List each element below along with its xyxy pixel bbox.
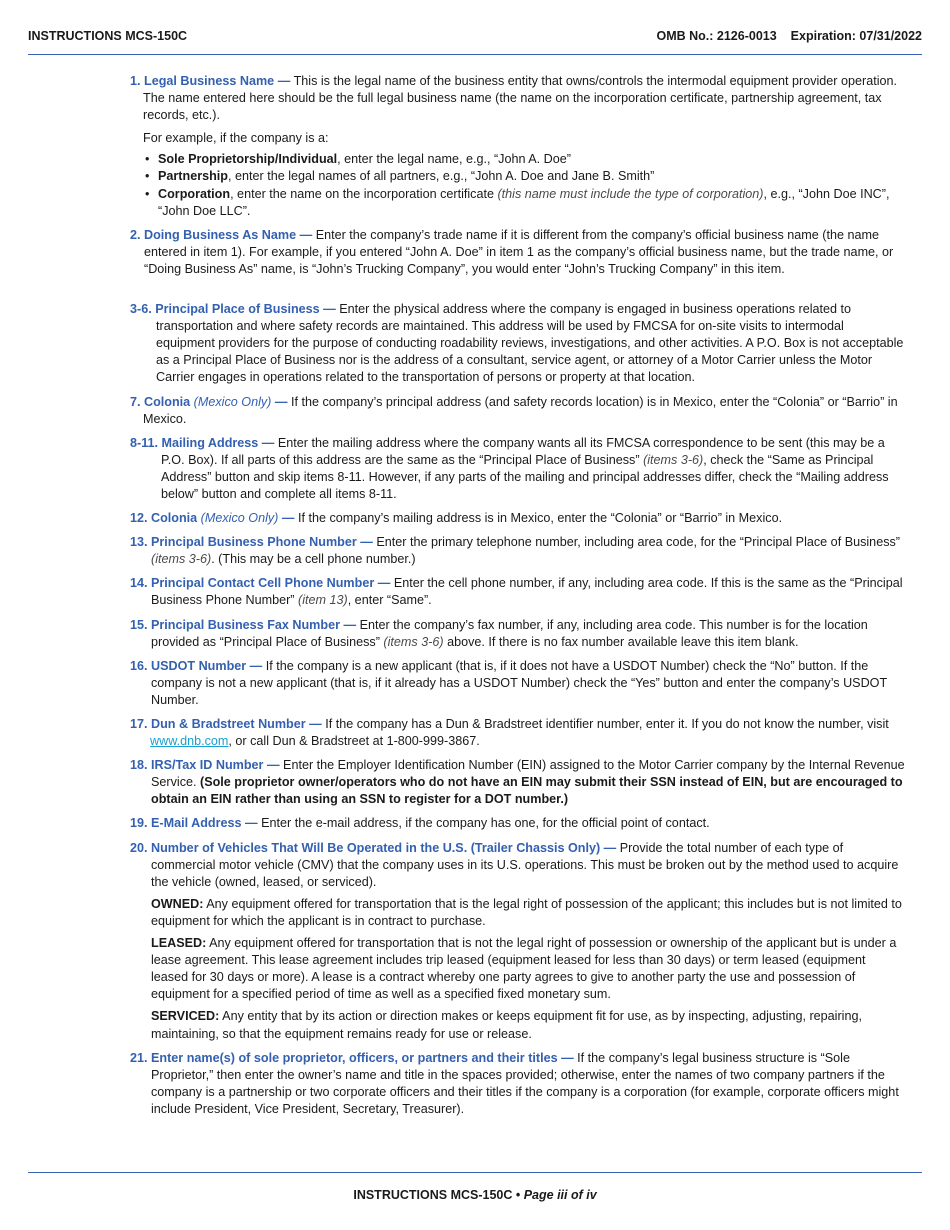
entity-type-list (130, 151, 905, 219)
footer-form-title: INSTRUCTIONS MCS-150C (353, 1188, 513, 1202)
instructions-body (130, 73, 905, 1125)
item-text: This is the legal name of the business entity that owns/controls the intermodal equipment provider operation. The name entered here should be the full legal business name (the name on the incorporation certificate, partnership agreement, tax records, etc.). (143, 74, 898, 123)
list-item (158, 186, 905, 220)
item-text: Enter the cell phone number, if any, including area code. If this is the same as the “Principal Business Phone Number” (151, 576, 903, 608)
item-label: 16. USDOT Number — (130, 658, 263, 673)
item-text: , enter “Same”. (347, 593, 432, 608)
bullet-text: , enter the name on the incorporation certificate (230, 186, 498, 201)
item-label: 15. Principal Business Fax Number — (130, 617, 357, 632)
item-dash: — (278, 511, 295, 526)
item-text: If the company has a Dun & Bradstreet identifier number, enter it. If you do not know the number, visit (321, 717, 889, 731)
definition-term: SERVICED: (151, 1009, 220, 1024)
item-text: , check the “Same as Principal Address” button and skip items 8-11. However, if any parts of the mailing and principal addresses differ, check the “Mailing address below” button and complete all items 8-11. (161, 452, 889, 501)
leased-definition (151, 935, 905, 1003)
item-label: 3-6. Principal Place of Business — (130, 302, 336, 317)
item-text: Provide the total number of each type of commercial motor vehicle (CMV) that the company uses in its U.S. operations. This must be broken out by the method used to acquire the vehicle (owned, leased, or serviced). (151, 840, 899, 889)
item-text: . (This may be a cell phone number.) (211, 552, 416, 567)
item-text: If the company’s principal address (and safety records location) is in Mexico, enter the “Colonia” or “Barrio” in Mexico. (143, 394, 898, 426)
item-text: , or call Dun & Bradstreet at 1-800-999-3867. (228, 734, 480, 749)
page-footer (0, 1188, 950, 1202)
bullet-text: , enter the legal names of all partners, e.g., “John A. Doe and Jane B. Smith” (228, 169, 655, 184)
example-intro: For example, if the company is a: (143, 131, 329, 146)
list-item (158, 168, 905, 185)
dnb-link[interactable]: www.dnb.com (150, 734, 229, 749)
bullet-term: Sole Proprietorship/Individual (158, 152, 338, 167)
item-colonia-mailing (130, 510, 905, 527)
item-note: (Mexico Only) (197, 511, 279, 526)
item-label: 18. IRS/Tax ID Number — (130, 758, 280, 773)
item-usdot-number (130, 658, 905, 709)
item-dash: — (271, 394, 288, 409)
item-text: Enter the Employer Identification Number (EIN) assigned to the Motor Carrier company by the Internal Revenue Service. (151, 758, 905, 790)
item-dun-bradstreet (130, 716, 905, 750)
footer-divider (28, 1172, 922, 1173)
list-item (158, 151, 905, 168)
item-text: Enter the physical address where the company is engaged in business operations related to transportation and where safety records are maintained. This address will be used by FMCSA for on-site visits to intermodal equipment providers for the purpose of conducting roadability reviews, investigations, and other activities. A P.O. Box is not acceptable as a Principal Place of Business nor is the address of a consultant, service agent, or attorney of a Motor Carrier unless the Motor Carrier engages in operations related to the transportation of persons or property at that location. (156, 302, 904, 385)
definition-text: Any equipment offered for transportation that is not the legal right of possession or ownership of the applicant but is under a lease agreement. This lease agreement includes trip leased (equipment leased for less than 30 days) or term leased (equipment leased for 30 days or more). A lease is a contract whereby one party agrees to give to another party the use and possession of equipment for a specified period of time as well as a specified fixed monetary sum. (151, 936, 897, 1002)
item-mailing-address (130, 435, 905, 503)
item-text: above. If there is no fax number available leave this item blank. (443, 634, 799, 649)
item-text: If the company is a new applicant (that is, if it does not have a USDOT Number) check the “No” button. If the company is not a new applicant (that is, if it already has a USDOT Number) check the “Yes” button and enter the company’s USDOT Number. (151, 658, 887, 707)
omb-number: OMB No.: 2126-0013 (656, 29, 777, 43)
item-legal-business-name (130, 73, 905, 220)
item-label: 13. Principal Business Phone Number — (130, 535, 373, 550)
item-note: (Mexico Only) (190, 394, 272, 409)
bullet-tail: , e.g., “John Doe INC”, “John Doe LLC”. (158, 186, 890, 218)
page-number: Page iii of iv (523, 1188, 597, 1202)
serviced-definition (151, 1008, 905, 1042)
item-label: 21. Enter name(s) of sole proprietor, officers, or partners and their titles — (130, 1050, 574, 1065)
bullet-note: (this name must include the type of corporation) (497, 186, 764, 201)
definition-term: OWNED: (151, 896, 204, 911)
definition-text: Any entity that by its action or direction makes or keeps equipment fit for use, as by inspecting, adjusting, repairing, maintaining, so that the equipment remains ready for use or release. (151, 1009, 862, 1041)
item-label: 7. Colonia (130, 394, 191, 409)
page-header (28, 29, 922, 47)
bullet-term: Corporation (158, 186, 231, 201)
item-label: 2. Doing Business As Name — (130, 227, 313, 242)
item-cell-phone (130, 575, 905, 609)
item-bold-note: (Sole proprietor owner/operators who do not have an EIN may submit their SSN instead of EIN, but are encouraged to obtain an EIN rather than using an SSN to register for a DOT number.) (151, 775, 903, 807)
item-text: Enter the e-mail address, if the company has one, for the official point of contact. (257, 816, 710, 831)
item-text: If the company’s legal business structure is “Sole Proprietor,” then enter the owner’s name and title in the spaces provided; otherwise, enter the names of two company partners if the company is a partnership or two corporate officers and their titles if the company is a corporation (for example, corporate officers might include President, Vice President, Secretary, Treasurer). (151, 1050, 899, 1116)
item-note: (items 3-6) (151, 552, 212, 567)
item-colonia-principal (130, 394, 905, 428)
definition-text: Any equipment offered for transportation that is the legal right of possession of the applicant; this includes but is not limited to equipment for which the applicant is in contract to purchase. (151, 896, 902, 928)
owned-definition (151, 896, 905, 930)
item-tax-id (130, 757, 905, 808)
item-label: 1. Legal Business Name — (130, 74, 291, 88)
item-label: 14. Principal Contact Cell Phone Number — (130, 576, 391, 591)
item-note: (items 3-6) (643, 452, 704, 467)
definition-term: LEASED: (151, 936, 207, 951)
item-dba-name (130, 227, 905, 278)
omb-info (642, 29, 922, 43)
item-label: 17. Dun & Bradstreet Number — (130, 717, 322, 731)
item-note: (items 3-6) (383, 634, 444, 649)
item-email-address (130, 815, 905, 832)
form-title: INSTRUCTIONS MCS-150C (28, 29, 188, 43)
item-text: Enter the primary telephone number, including area code, for the “Principal Place of Business” (372, 535, 900, 550)
item-text: Enter the company’s trade name if it is different from the company’s official business name (the name entered in item 1). For example, if you entered “John A. Doe” in item 1 as the company’s official business name, but the trade name, or “Doing Business As” name, is “John’s Trucking Company”, you would enter “John’s Trucking Company” in this item. (144, 227, 894, 276)
item-officers-names (130, 1050, 905, 1118)
item-label: 20. Number of Vehicles That Will Be Operated in the U.S. (Trailer Chassis Only) — (130, 840, 617, 855)
item-text: If the company’s mailing address is in Mexico, enter the “Colonia” or “Barrio” in Mexico. (294, 511, 783, 526)
item-number-of-vehicles (130, 840, 905, 1043)
bullet-text: , enter the legal name, e.g., “John A. Doe” (337, 152, 571, 167)
bullet-term: Partnership (158, 169, 228, 184)
item-label: 8-11. Mailing Address — (130, 435, 275, 450)
item-text: Enter the company’s fax number, if any, including area code. This number is for the location provided as “Principal Place of Business” (151, 617, 868, 649)
expiration-date: Expiration: 07/31/2022 (790, 29, 922, 43)
item-fax-number (130, 617, 905, 651)
item-note: (item 13) (298, 593, 348, 608)
item-text: Enter the mailing address where the company wants all its FMCSA correspondence to be sent (this may be a P.O. Box). If all parts of this address are the same as the “Principal Place of Business” (161, 435, 885, 467)
footer-separator: • (512, 1188, 524, 1202)
item-business-phone (130, 534, 905, 568)
item-label: 12. Colonia (130, 511, 198, 526)
item-label: 19. E-Mail Address — (130, 816, 258, 831)
header-divider (28, 54, 922, 55)
item-principal-place (130, 301, 905, 386)
